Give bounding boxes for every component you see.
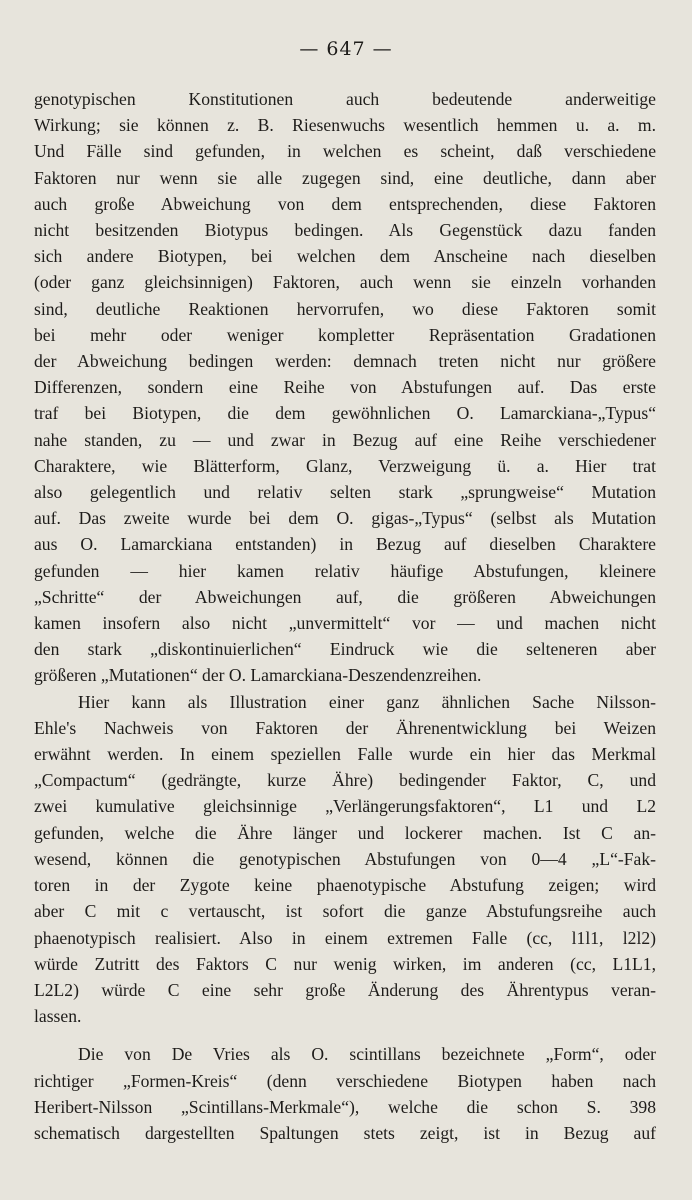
- text-line: Und Fälle sind gefunden, in welchen es scheint, daß verschiedene: [34, 141, 656, 162]
- text-line: Ehle's Nachweis von Faktoren der Ährenentwicklung bei Weizen: [34, 717, 656, 738]
- text-line: phaenotypisch realisiert. Also in einem extremen Falle (cc, l1l1, l2l2): [34, 927, 656, 948]
- text-line: erwähnt werden. In einem speziellen Falle wurde ein hier das Merkmal: [34, 744, 656, 765]
- text-line: „Schritte“ der Abweichungen auf, die größeren Abweichungen: [34, 586, 656, 607]
- text-line: der Abweichung bedingen werden: demnach treten nicht nur größere: [34, 351, 656, 372]
- text-line: Hier kann als Illustration einer ganz ähnlichen Sache Nilsson-: [78, 691, 656, 712]
- text-line: nahe standen, zu — und zwar in Bezug auf eine Reihe verschiedener: [34, 429, 656, 450]
- text-line: wesend, können die genotypischen Abstufungen von 0—4 „L“-Fak-: [34, 848, 656, 869]
- text-line: zwei kumulative gleichsinnige „Verlängerungsfaktoren“, L1 und L2: [34, 796, 656, 817]
- text-line: auf. Das zweite wurde bei dem O. gigas-„Typus“ (selbst als Mutation: [34, 508, 656, 529]
- text-line: den stark „diskontinuierlichen“ Eindruck wie die selteneren aber: [34, 639, 656, 660]
- text-line: lassen.: [34, 1006, 82, 1027]
- text-line: Faktoren nur wenn sie alle zugegen sind, eine deutliche, dann aber: [34, 167, 656, 188]
- text-line: traf bei Biotypen, die dem gewöhnlichen O. Lamarckiana-„Typus“: [34, 403, 656, 424]
- text-line: Heribert-Nilsson „Scintillans-Merkmale“), welche die schon S. 398: [34, 1096, 656, 1117]
- text-line: Differenzen, sondern eine Reihe von Abstufungen auf. Das erste: [34, 377, 656, 398]
- text-line: Wirkung; sie können z. B. Riesenwuchs wesentlich hemmen u. a. m.: [34, 115, 656, 136]
- text-line: sind, deutliche Reaktionen hervorrufen, wo diese Faktoren somit: [34, 298, 656, 319]
- text-line: kamen insofern also nicht „unvermittelt“ vor — und machen nicht: [34, 613, 656, 634]
- text-line: also gelegentlich und relativ selten stark „sprungweise“ Mutation: [34, 482, 656, 503]
- page-number: — 647 —: [299, 38, 393, 60]
- text-line: gefunden, welche die Ähre länger und lockerer machen. Ist C an-: [34, 822, 656, 843]
- text-line: genotypischen Konstitutionen auch bedeutende anderweitige: [34, 89, 656, 109]
- text-line: L2L2) würde C eine sehr große Änderung des Ährentypus veran-: [34, 979, 656, 1000]
- text-line: auch große Abweichung von dem entsprechenden, diese Faktoren: [34, 193, 656, 214]
- text-line: „Compactum“ (gedrängte, kurze Ähre) bedingender Faktor, C, und: [34, 770, 656, 791]
- body-text: [34, 86, 656, 1146]
- text-line: richtiger „Formen-Kreis“ (denn verschiedene Biotypen haben nach: [34, 1070, 656, 1091]
- text-line: würde Zutritt des Faktors C nur wenig wirken, im anderen (cc, L1L1,: [34, 953, 656, 974]
- text-line: sich andere Biotypen, bei welchen dem Anscheine nach dieselben: [34, 246, 656, 267]
- text-line: gefunden — hier kamen relativ häufige Abstufungen, kleinere: [34, 560, 656, 581]
- text-line: größeren „Mutationen“ der O. Lamarckiana-Deszendenzreihen.: [34, 665, 482, 686]
- text-line: bei mehr oder weniger kompletter Repräsentation Gradationen: [34, 324, 656, 345]
- text-line: schematisch dargestellten Spaltungen stets zeigt, ist in Bezug auf: [34, 1122, 656, 1143]
- text-line: aus O. Lamarckiana entstanden) in Bezug auf dieselben Charaktere: [34, 534, 656, 555]
- text-line: Die von De Vries als O. scintillans bezeichnete „Form“, oder: [78, 1044, 656, 1065]
- text-line: Charaktere, wie Blätterform, Glanz, Verzweigung ü. a. Hier trat: [34, 455, 656, 476]
- text-line: nicht besitzenden Biotypus bedingen. Als Gegenstück dazu fanden: [34, 220, 656, 241]
- text-line: aber C mit c vertauscht, ist sofort die ganze Abstufungsreihe auch: [34, 901, 656, 922]
- text-line: toren in der Zygote keine phaenotypische Abstufung zeigen; wird: [34, 875, 656, 896]
- text-line: (oder ganz gleichsinnigen) Faktoren, auch wenn sie einzeln vorhanden: [34, 272, 656, 293]
